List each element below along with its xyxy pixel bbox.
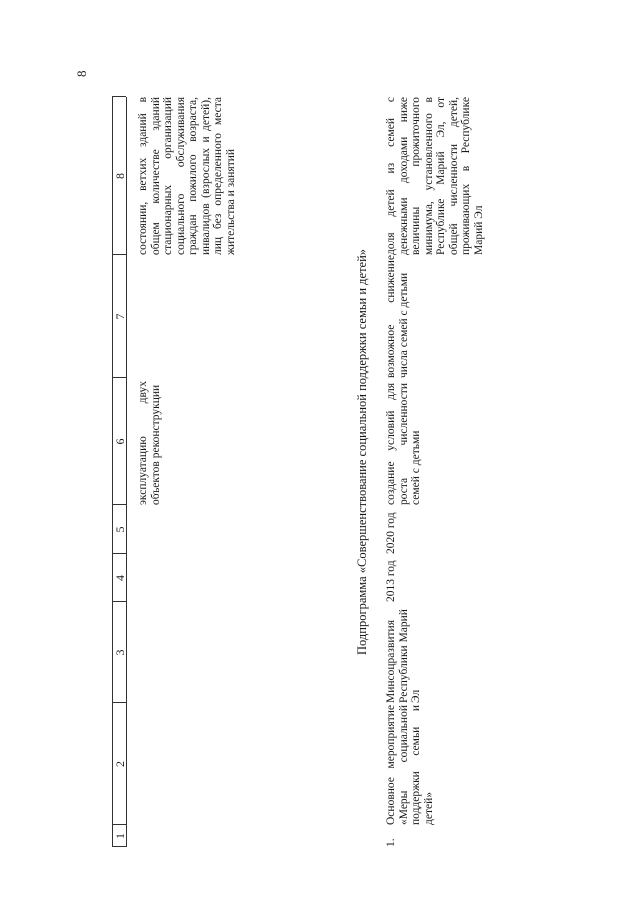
consequence: возможное снижение числа семей с детьми xyxy=(385,255,410,378)
subprogram-title: Подпрограмма «Совершенствование социальной поддержки семьи и детей» xyxy=(355,248,369,655)
indicator: доля детей из семей с денежными доходами ниже величины прожиточного минимума, установленного в Республике Марий Эл, от общей численности детей, проживающих в Республике Марий Эл xyxy=(385,97,485,255)
header-col-3: 3 xyxy=(113,649,127,656)
row-number: 1. xyxy=(385,838,397,847)
header-col-5: 5 xyxy=(113,526,127,533)
header-col-2: 2 xyxy=(113,761,127,767)
expected-result: создание условий для роста численности семей с детьми xyxy=(385,383,422,505)
continued-col6-text: эксплуатацию двух объектов реконструкции xyxy=(137,381,162,505)
continued-col8-text: состоянии, ветхих зданий в общем количестве зданий стационарных организаций социального обслуживания граждан пожилого возраста, инвалидов (взрослых и детей), лиц без определенного места жительства и занятий xyxy=(137,97,237,255)
activity-name: Основное мероприятие «Меры социальной поддержки семьи и детей» xyxy=(385,705,435,825)
executor: Минсоцразвития Республики Марий Эл xyxy=(385,609,422,703)
header-col-1: 1 xyxy=(113,833,127,839)
header-col-8: 8 xyxy=(113,173,127,179)
header-col-7: 7 xyxy=(113,313,127,320)
page-number: 8 xyxy=(74,70,89,77)
header-col-4: 4 xyxy=(113,575,127,581)
end-year: 2020 год xyxy=(385,512,397,554)
header-col-6: 6 xyxy=(113,438,127,445)
start-year: 2013 год xyxy=(385,560,397,602)
